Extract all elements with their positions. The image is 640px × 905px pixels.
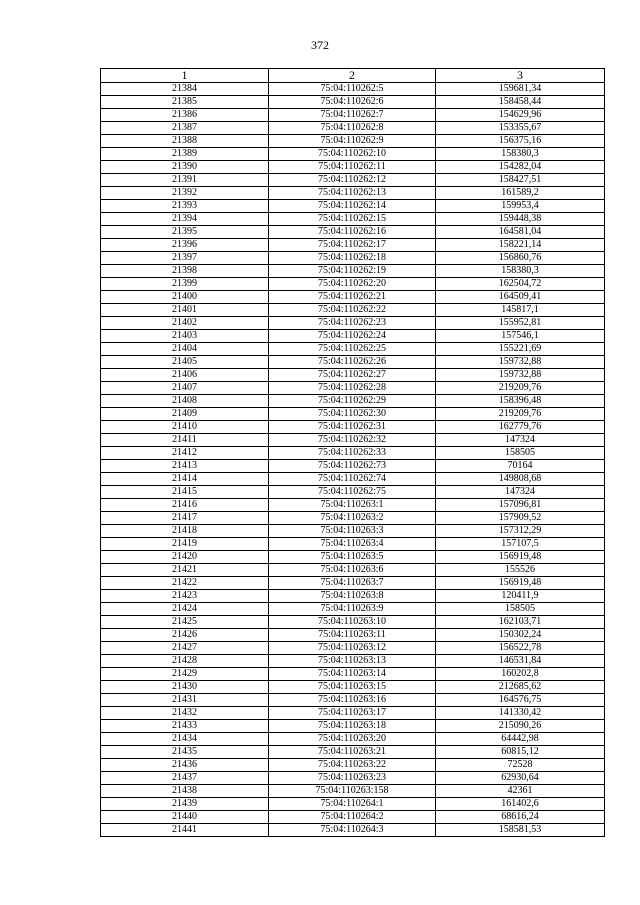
row-number-cell: 21435 xyxy=(101,746,269,759)
table-row xyxy=(101,616,605,629)
table-row xyxy=(101,265,605,278)
table-row xyxy=(101,382,605,395)
row-number-cell: 21411 xyxy=(101,434,269,447)
row-number-cell: 21413 xyxy=(101,460,269,473)
cadastral-number-cell: 75:04:110262:75 xyxy=(269,486,436,499)
value-cell: 60815,12 xyxy=(436,746,605,759)
table-row xyxy=(101,603,605,616)
row-number-cell: 21403 xyxy=(101,330,269,343)
table-row xyxy=(101,824,605,837)
value-cell: 158581,53 xyxy=(436,824,605,837)
value-cell: 158505 xyxy=(436,447,605,460)
value-cell: 159953,4 xyxy=(436,200,605,213)
value-cell: 164581,04 xyxy=(436,226,605,239)
value-cell: 120411,9 xyxy=(436,590,605,603)
row-number-cell: 21434 xyxy=(101,733,269,746)
value-cell: 156860,76 xyxy=(436,252,605,265)
cadastral-number-cell: 75:04:110263:2 xyxy=(269,512,436,525)
value-cell: 150302,24 xyxy=(436,629,605,642)
cadastral-number-cell: 75:04:110262:9 xyxy=(269,135,436,148)
table-row xyxy=(101,369,605,382)
table-row xyxy=(101,811,605,824)
table-row xyxy=(101,798,605,811)
value-cell: 155221,69 xyxy=(436,343,605,356)
cadastral-number-cell: 75:04:110263:9 xyxy=(269,603,436,616)
table-row xyxy=(101,512,605,525)
page-number: 372 xyxy=(311,38,329,52)
row-number-cell: 21391 xyxy=(101,174,269,187)
value-cell: 159732,88 xyxy=(436,356,605,369)
table-row xyxy=(101,148,605,161)
table-body xyxy=(101,83,605,837)
table-row xyxy=(101,746,605,759)
row-number-cell: 21427 xyxy=(101,642,269,655)
row-number-cell: 21419 xyxy=(101,538,269,551)
table-row xyxy=(101,499,605,512)
cadastral-number-cell: 75:04:110264:3 xyxy=(269,824,436,837)
table-row xyxy=(101,122,605,135)
table-row xyxy=(101,590,605,603)
row-number-cell: 21425 xyxy=(101,616,269,629)
cadastral-number-cell: 75:04:110263:15 xyxy=(269,681,436,694)
value-cell: 72528 xyxy=(436,759,605,772)
row-number-cell: 21396 xyxy=(101,239,269,252)
table-row xyxy=(101,239,605,252)
cadastral-number-cell: 75:04:110262:28 xyxy=(269,382,436,395)
value-cell: 156375,16 xyxy=(436,135,605,148)
table-row xyxy=(101,408,605,421)
row-number-cell: 21386 xyxy=(101,109,269,122)
cadastral-number-cell: 75:04:110263:22 xyxy=(269,759,436,772)
row-number-cell: 21398 xyxy=(101,265,269,278)
row-number-cell: 21416 xyxy=(101,499,269,512)
cadastral-number-cell: 75:04:110262:74 xyxy=(269,473,436,486)
row-number-cell: 21433 xyxy=(101,720,269,733)
row-number-cell: 21424 xyxy=(101,603,269,616)
value-cell: 156919,48 xyxy=(436,577,605,590)
value-cell: 157107,5 xyxy=(436,538,605,551)
value-cell: 160202,8 xyxy=(436,668,605,681)
row-number-cell: 21412 xyxy=(101,447,269,460)
value-cell: 146531,84 xyxy=(436,655,605,668)
table-row xyxy=(101,434,605,447)
row-number-cell: 21389 xyxy=(101,148,269,161)
cadastral-number-cell: 75:04:110262:25 xyxy=(269,343,436,356)
table-row xyxy=(101,668,605,681)
cadastral-number-cell: 75:04:110264:1 xyxy=(269,798,436,811)
row-number-cell: 21409 xyxy=(101,408,269,421)
cadastral-number-cell: 75:04:110262:5 xyxy=(269,83,436,96)
cadastral-number-cell: 75:04:110262:30 xyxy=(269,408,436,421)
table-row xyxy=(101,577,605,590)
row-number-cell: 21432 xyxy=(101,707,269,720)
table-row xyxy=(101,135,605,148)
cadastral-number-cell: 75:04:110263:158 xyxy=(269,785,436,798)
cadastral-number-cell: 75:04:110264:2 xyxy=(269,811,436,824)
value-cell: 162504,72 xyxy=(436,278,605,291)
cadastral-number-cell: 75:04:110262:11 xyxy=(269,161,436,174)
value-cell: 154282,04 xyxy=(436,161,605,174)
value-cell: 159448,38 xyxy=(436,213,605,226)
row-number-cell: 21418 xyxy=(101,525,269,538)
table-row xyxy=(101,681,605,694)
table-row xyxy=(101,421,605,434)
value-cell: 157312,29 xyxy=(436,525,605,538)
cadastral-number-cell: 75:04:110262:21 xyxy=(269,291,436,304)
row-number-cell: 21420 xyxy=(101,551,269,564)
cadastral-number-cell: 75:04:110262:20 xyxy=(269,278,436,291)
row-number-cell: 21405 xyxy=(101,356,269,369)
cadastral-number-cell: 75:04:110263:14 xyxy=(269,668,436,681)
value-cell: 164509,41 xyxy=(436,291,605,304)
cadastral-number-cell: 75:04:110263:23 xyxy=(269,772,436,785)
value-cell: 157096,81 xyxy=(436,499,605,512)
row-number-cell: 21392 xyxy=(101,187,269,200)
value-cell: 158505 xyxy=(436,603,605,616)
row-number-cell: 21402 xyxy=(101,317,269,330)
table-row xyxy=(101,200,605,213)
value-cell: 158396,48 xyxy=(436,395,605,408)
cadastral-number-cell: 75:04:110263:1 xyxy=(269,499,436,512)
table-row xyxy=(101,252,605,265)
column-header-2: 2 xyxy=(269,69,436,83)
cadastral-number-cell: 75:04:110263:7 xyxy=(269,577,436,590)
table-row xyxy=(101,96,605,109)
cadastral-number-cell: 75:04:110262:32 xyxy=(269,434,436,447)
value-cell: 147324 xyxy=(436,486,605,499)
table-row xyxy=(101,785,605,798)
row-number-cell: 21431 xyxy=(101,694,269,707)
row-number-cell: 21394 xyxy=(101,213,269,226)
value-cell: 212685,62 xyxy=(436,681,605,694)
value-cell: 161402,6 xyxy=(436,798,605,811)
cadastral-number-cell: 75:04:110262:73 xyxy=(269,460,436,473)
value-cell: 154629,96 xyxy=(436,109,605,122)
row-number-cell: 21410 xyxy=(101,421,269,434)
table-row xyxy=(101,538,605,551)
table-row xyxy=(101,226,605,239)
cadastral-number-cell: 75:04:110263:20 xyxy=(269,733,436,746)
table-row xyxy=(101,447,605,460)
row-number-cell: 21441 xyxy=(101,824,269,837)
row-number-cell: 21401 xyxy=(101,304,269,317)
row-number-cell: 21417 xyxy=(101,512,269,525)
cadastral-number-cell: 75:04:110263:18 xyxy=(269,720,436,733)
row-number-cell: 21407 xyxy=(101,382,269,395)
table-row xyxy=(101,733,605,746)
row-number-cell: 21440 xyxy=(101,811,269,824)
table-row xyxy=(101,707,605,720)
table-row xyxy=(101,291,605,304)
table-row xyxy=(101,473,605,486)
row-number-cell: 21406 xyxy=(101,369,269,382)
row-number-cell: 21408 xyxy=(101,395,269,408)
row-number-cell: 21399 xyxy=(101,278,269,291)
row-number-cell: 21422 xyxy=(101,577,269,590)
cadastral-number-cell: 75:04:110262:17 xyxy=(269,239,436,252)
row-number-cell: 21438 xyxy=(101,785,269,798)
table-row xyxy=(101,395,605,408)
value-cell: 147324 xyxy=(436,434,605,447)
table-row xyxy=(101,759,605,772)
value-cell: 70164 xyxy=(436,460,605,473)
row-number-cell: 21390 xyxy=(101,161,269,174)
table-row xyxy=(101,83,605,96)
cadastral-number-cell: 75:04:110263:11 xyxy=(269,629,436,642)
row-number-cell: 21436 xyxy=(101,759,269,772)
value-cell: 162103,71 xyxy=(436,616,605,629)
cadastral-number-cell: 75:04:110262:22 xyxy=(269,304,436,317)
value-cell: 156522,78 xyxy=(436,642,605,655)
value-cell: 157909,52 xyxy=(436,512,605,525)
value-cell: 155952,81 xyxy=(436,317,605,330)
cadastral-number-cell: 75:04:110262:16 xyxy=(269,226,436,239)
cadastral-number-cell: 75:04:110262:12 xyxy=(269,174,436,187)
table-row xyxy=(101,525,605,538)
table-row xyxy=(101,109,605,122)
row-number-cell: 21404 xyxy=(101,343,269,356)
row-number-cell: 21400 xyxy=(101,291,269,304)
table-row xyxy=(101,551,605,564)
value-cell: 68616,24 xyxy=(436,811,605,824)
value-cell: 149808,68 xyxy=(436,473,605,486)
row-number-cell: 21388 xyxy=(101,135,269,148)
cadastral-number-cell: 75:04:110262:10 xyxy=(269,148,436,161)
row-number-cell: 21421 xyxy=(101,564,269,577)
value-cell: 158380,3 xyxy=(436,265,605,278)
row-number-cell: 21430 xyxy=(101,681,269,694)
table-row xyxy=(101,317,605,330)
value-cell: 157546,1 xyxy=(436,330,605,343)
row-number-cell: 21437 xyxy=(101,772,269,785)
table-row xyxy=(101,460,605,473)
row-number-cell: 21414 xyxy=(101,473,269,486)
table-row xyxy=(101,772,605,785)
value-cell: 161589,2 xyxy=(436,187,605,200)
table-row xyxy=(101,174,605,187)
cadastral-number-cell: 75:04:110262:18 xyxy=(269,252,436,265)
value-cell: 158427,51 xyxy=(436,174,605,187)
table-row xyxy=(101,213,605,226)
table-row xyxy=(101,486,605,499)
value-cell: 159732,88 xyxy=(436,369,605,382)
cadastral-number-cell: 75:04:110262:31 xyxy=(269,421,436,434)
value-cell: 162779,76 xyxy=(436,421,605,434)
cadastral-number-cell: 75:04:110263:16 xyxy=(269,694,436,707)
table-row xyxy=(101,655,605,668)
row-number-cell: 21426 xyxy=(101,629,269,642)
row-number-cell: 21393 xyxy=(101,200,269,213)
cadastral-number-cell: 75:04:110263:17 xyxy=(269,707,436,720)
value-cell: 158458,44 xyxy=(436,96,605,109)
value-cell: 62930,64 xyxy=(436,772,605,785)
cadastral-number-cell: 75:04:110263:12 xyxy=(269,642,436,655)
table-row xyxy=(101,356,605,369)
value-cell: 145817,1 xyxy=(436,304,605,317)
value-cell: 215090,26 xyxy=(436,720,605,733)
value-cell: 164576,75 xyxy=(436,694,605,707)
cadastral-number-cell: 75:04:110262:29 xyxy=(269,395,436,408)
cadastral-number-cell: 75:04:110263:5 xyxy=(269,551,436,564)
value-cell: 155526 xyxy=(436,564,605,577)
cadastral-number-cell: 75:04:110262:27 xyxy=(269,369,436,382)
cadastral-number-cell: 75:04:110263:21 xyxy=(269,746,436,759)
value-cell: 156919,48 xyxy=(436,551,605,564)
value-cell: 158221,14 xyxy=(436,239,605,252)
cadastral-number-cell: 75:04:110262:6 xyxy=(269,96,436,109)
value-cell: 158380,3 xyxy=(436,148,605,161)
table-row xyxy=(101,304,605,317)
value-cell: 159681,34 xyxy=(436,83,605,96)
cadastral-number-cell: 75:04:110262:13 xyxy=(269,187,436,200)
data-table xyxy=(100,68,605,837)
table-row xyxy=(101,343,605,356)
row-number-cell: 21428 xyxy=(101,655,269,668)
row-number-cell: 21384 xyxy=(101,83,269,96)
value-cell: 219209,76 xyxy=(436,408,605,421)
cadastral-number-cell: 75:04:110263:6 xyxy=(269,564,436,577)
value-cell: 42361 xyxy=(436,785,605,798)
column-header-3: 3 xyxy=(436,69,605,83)
cadastral-number-cell: 75:04:110262:14 xyxy=(269,200,436,213)
row-number-cell: 21423 xyxy=(101,590,269,603)
table-row xyxy=(101,642,605,655)
table-row xyxy=(101,187,605,200)
table-row xyxy=(101,278,605,291)
row-number-cell: 21439 xyxy=(101,798,269,811)
row-number-cell: 21395 xyxy=(101,226,269,239)
cadastral-number-cell: 75:04:110262:26 xyxy=(269,356,436,369)
cadastral-number-cell: 75:04:110262:33 xyxy=(269,447,436,460)
cadastral-number-cell: 75:04:110262:8 xyxy=(269,122,436,135)
row-number-cell: 21387 xyxy=(101,122,269,135)
table-row xyxy=(101,330,605,343)
table-header-row xyxy=(101,69,605,83)
value-cell: 153355,67 xyxy=(436,122,605,135)
value-cell: 141330,42 xyxy=(436,707,605,720)
table-row xyxy=(101,629,605,642)
table-row xyxy=(101,161,605,174)
cadastral-number-cell: 75:04:110262:24 xyxy=(269,330,436,343)
cadastral-number-cell: 75:04:110263:13 xyxy=(269,655,436,668)
cadastral-number-cell: 75:04:110263:3 xyxy=(269,525,436,538)
cadastral-number-cell: 75:04:110262:23 xyxy=(269,317,436,330)
table-row xyxy=(101,694,605,707)
table-row xyxy=(101,720,605,733)
cadastral-number-cell: 75:04:110263:10 xyxy=(269,616,436,629)
cadastral-number-cell: 75:04:110263:8 xyxy=(269,590,436,603)
cadastral-number-cell: 75:04:110262:19 xyxy=(269,265,436,278)
row-number-cell: 21397 xyxy=(101,252,269,265)
column-header-1: 1 xyxy=(101,69,269,83)
row-number-cell: 21429 xyxy=(101,668,269,681)
value-cell: 219209,76 xyxy=(436,382,605,395)
cadastral-number-cell: 75:04:110263:4 xyxy=(269,538,436,551)
value-cell: 64442,98 xyxy=(436,733,605,746)
cadastral-number-cell: 75:04:110262:15 xyxy=(269,213,436,226)
cadastral-number-cell: 75:04:110262:7 xyxy=(269,109,436,122)
row-number-cell: 21415 xyxy=(101,486,269,499)
table-row xyxy=(101,564,605,577)
row-number-cell: 21385 xyxy=(101,96,269,109)
